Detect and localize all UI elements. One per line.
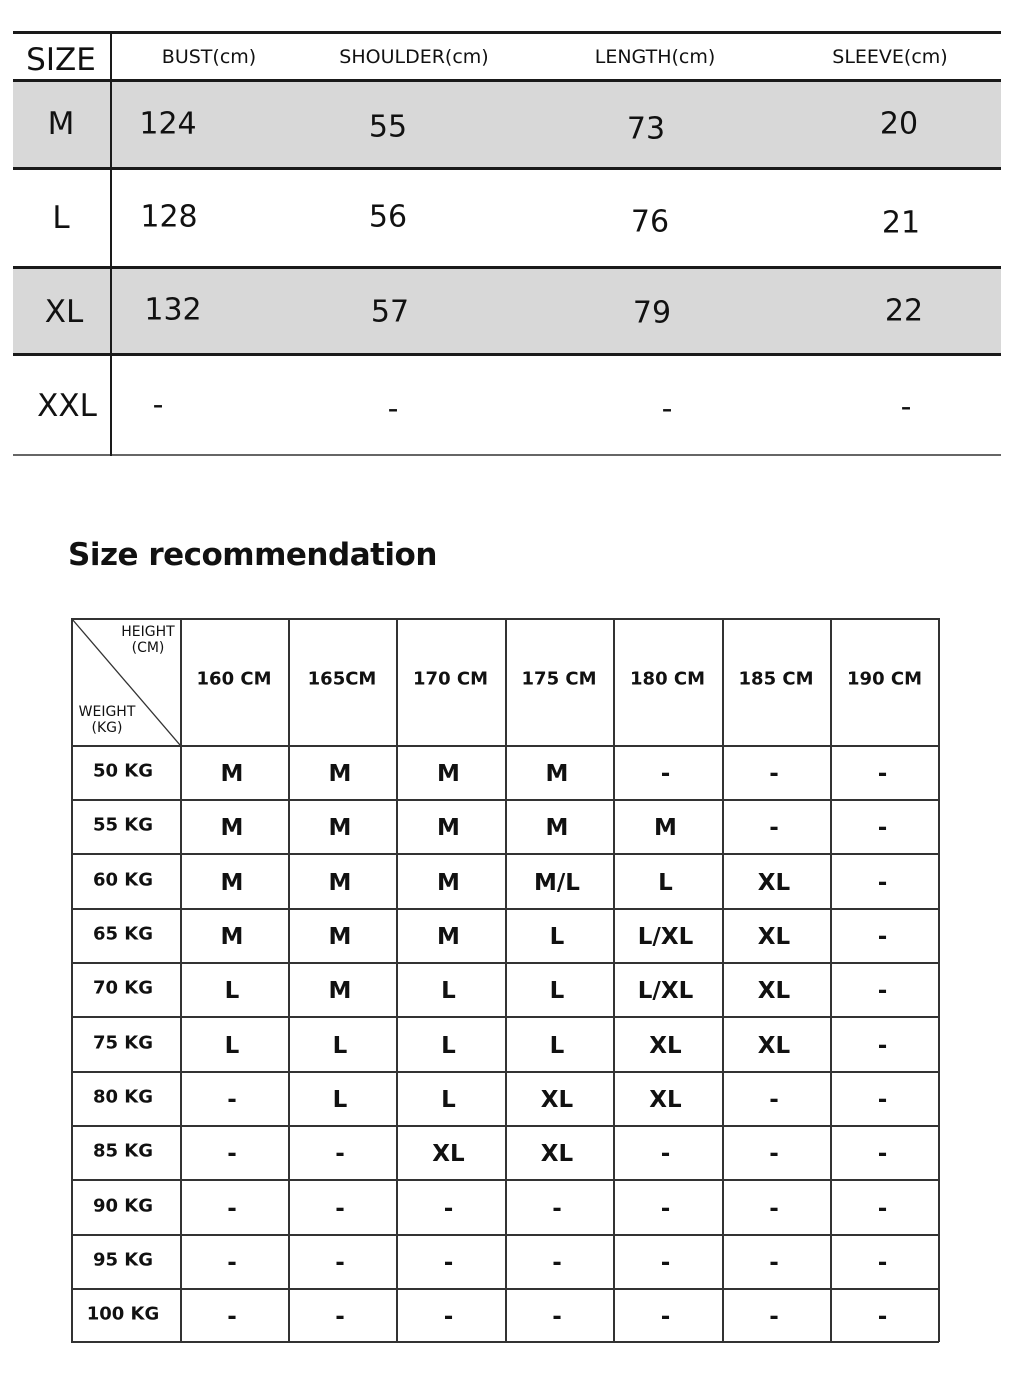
recommended-size: M bbox=[437, 761, 460, 787]
recommended-size: - bbox=[227, 1304, 237, 1330]
size-label: XL bbox=[44, 294, 84, 330]
recommended-size: L/XL bbox=[637, 924, 694, 950]
weight-header: 55 KG bbox=[92, 814, 154, 836]
recommended-size: - bbox=[660, 1195, 671, 1222]
size-measurement: - bbox=[661, 391, 673, 427]
recommended-size: L bbox=[441, 978, 456, 1004]
recommended-size: - bbox=[660, 1250, 671, 1276]
recommended-size: L bbox=[224, 978, 240, 1004]
recommended-size: - bbox=[877, 924, 888, 950]
weight-header: 70 KG bbox=[92, 977, 154, 999]
recommended-size: - bbox=[335, 1195, 345, 1222]
recommended-size: XL bbox=[540, 1141, 574, 1167]
table-divider bbox=[13, 353, 1001, 356]
recommended-size: - bbox=[769, 1141, 779, 1167]
recommended-size: XL bbox=[757, 1032, 791, 1059]
table-divider bbox=[110, 31, 112, 456]
size-table-header: SIZE bbox=[26, 42, 96, 78]
height-header: 170 CM bbox=[413, 668, 488, 690]
size-measurement: - bbox=[387, 391, 399, 427]
corner-height-label: HEIGHT (CM) bbox=[121, 624, 175, 656]
recommended-size: - bbox=[335, 1141, 345, 1167]
corner-weight-label: WEIGHT (KG) bbox=[78, 704, 136, 736]
size-recommendation-title: Size recommendation bbox=[68, 537, 437, 573]
size-measurement: - bbox=[152, 387, 164, 423]
recommended-size: XL bbox=[757, 978, 791, 1004]
weight-header: 85 KG bbox=[92, 1140, 154, 1162]
recommended-size: L bbox=[224, 1032, 240, 1059]
recommended-size: - bbox=[660, 1304, 671, 1330]
size-measurement: 76 bbox=[630, 204, 670, 240]
recommended-size: - bbox=[877, 869, 888, 896]
corner-diagonal bbox=[71, 618, 180, 745]
recommended-size: - bbox=[877, 1250, 888, 1276]
weight-header: 90 KG bbox=[92, 1195, 154, 1216]
recommended-size: - bbox=[552, 1250, 562, 1276]
height-header: 185 CM bbox=[738, 668, 814, 690]
recommended-size: M bbox=[220, 815, 244, 841]
grid-line bbox=[71, 1234, 939, 1236]
grid-line bbox=[71, 799, 939, 801]
recommended-size: - bbox=[227, 1250, 237, 1276]
recommended-size: - bbox=[769, 1087, 779, 1113]
grid-line bbox=[71, 853, 939, 855]
recommended-size: - bbox=[877, 815, 888, 841]
recommended-size: L bbox=[332, 1032, 348, 1059]
recommended-size: M/L bbox=[534, 869, 580, 896]
weight-header: 75 KG bbox=[92, 1032, 154, 1053]
recommended-size: - bbox=[443, 1250, 454, 1276]
grid-line bbox=[71, 1341, 939, 1343]
recommended-size: XL bbox=[540, 1087, 574, 1113]
size-recommendation-table bbox=[71, 618, 939, 1342]
weight-header: 65 KG bbox=[92, 923, 154, 945]
recommended-size: M bbox=[437, 924, 460, 950]
grid-line bbox=[71, 1125, 939, 1127]
size-measurement: - bbox=[900, 389, 912, 425]
size-table-header: SLEEVE(cm) bbox=[832, 46, 948, 68]
grid-line bbox=[71, 618, 939, 620]
size-measurement: 128 bbox=[140, 199, 198, 235]
recommended-size: - bbox=[769, 1195, 779, 1222]
weight-header: 95 KG bbox=[92, 1249, 154, 1271]
grid-line bbox=[71, 908, 939, 910]
grid-line bbox=[71, 1179, 939, 1181]
size-measurement: 132 bbox=[144, 292, 202, 328]
weight-header: 80 KG bbox=[92, 1086, 154, 1108]
recommended-size: L bbox=[441, 1087, 456, 1113]
table-divider bbox=[13, 79, 1001, 82]
recommended-size: - bbox=[877, 1087, 888, 1113]
size-measurement: 55 bbox=[368, 109, 408, 145]
recommended-size: L bbox=[441, 1032, 456, 1059]
height-header: 180 CM bbox=[630, 668, 705, 690]
recommended-size: M bbox=[545, 815, 569, 841]
weight-header: 50 KG bbox=[92, 760, 154, 782]
recommended-size: L bbox=[658, 869, 673, 896]
recommended-size: M bbox=[654, 815, 677, 841]
recommended-size: XL bbox=[757, 869, 791, 896]
size-table-header: SHOULDER(cm) bbox=[339, 46, 489, 68]
recommended-size: - bbox=[877, 978, 888, 1004]
size-measurement: 56 bbox=[368, 199, 408, 235]
recommended-size: - bbox=[769, 1304, 779, 1330]
recommended-size: M bbox=[328, 978, 352, 1004]
height-header: 190 CM bbox=[847, 668, 922, 690]
recommended-size: - bbox=[769, 1250, 779, 1276]
recommended-size: M bbox=[328, 924, 352, 950]
recommended-size: L bbox=[549, 1032, 565, 1059]
grid-line bbox=[71, 745, 939, 747]
recommended-size: L bbox=[332, 1087, 348, 1113]
recommended-size: XL bbox=[649, 1087, 682, 1113]
size-table-header: BUST(cm) bbox=[161, 46, 257, 68]
recommended-size: - bbox=[443, 1195, 454, 1222]
recommended-size: - bbox=[552, 1195, 562, 1222]
table-divider bbox=[13, 31, 1001, 34]
recommended-size: M bbox=[545, 761, 569, 787]
recommended-size: - bbox=[877, 1141, 888, 1167]
recommended-size: M bbox=[328, 761, 352, 787]
size-label: L bbox=[52, 200, 70, 236]
recommended-size: M bbox=[328, 869, 352, 896]
size-measurement: 124 bbox=[139, 106, 197, 142]
table-divider bbox=[13, 167, 1001, 170]
recommended-size: - bbox=[769, 815, 779, 841]
recommended-size: XL bbox=[432, 1141, 465, 1167]
recommended-size: - bbox=[552, 1304, 562, 1330]
size-measurement: 22 bbox=[884, 293, 924, 329]
recommended-size: - bbox=[227, 1087, 237, 1113]
recommended-size: L bbox=[549, 924, 565, 950]
recommended-size: XL bbox=[649, 1032, 682, 1059]
recommended-size: M bbox=[220, 869, 244, 896]
recommended-size: - bbox=[877, 1032, 888, 1059]
table-divider bbox=[13, 266, 1001, 269]
height-header: 160 CM bbox=[196, 668, 272, 690]
recommended-size: M bbox=[328, 815, 352, 841]
weight-header: 100 KG bbox=[86, 1303, 160, 1325]
recommended-size: - bbox=[335, 1250, 345, 1276]
recommended-size: - bbox=[877, 761, 888, 787]
recommended-size: - bbox=[660, 761, 671, 787]
recommended-size: - bbox=[877, 1195, 888, 1222]
height-header: 175 CM bbox=[521, 668, 597, 690]
size-chart-table bbox=[13, 31, 1001, 456]
recommended-size: - bbox=[227, 1195, 237, 1222]
recommended-size: - bbox=[443, 1304, 454, 1330]
recommended-size: M bbox=[220, 761, 244, 787]
table-divider bbox=[13, 454, 1001, 456]
recommended-size: L bbox=[549, 978, 565, 1004]
size-measurement: 79 bbox=[632, 295, 672, 331]
size-measurement: 21 bbox=[881, 205, 921, 241]
size-label: XXL bbox=[37, 388, 97, 424]
size-measurement: 57 bbox=[370, 294, 410, 330]
size-measurement: 20 bbox=[879, 106, 919, 142]
recommended-size: - bbox=[877, 1304, 888, 1330]
grid-line bbox=[71, 962, 939, 964]
size-measurement: 73 bbox=[626, 111, 666, 147]
recommended-size: - bbox=[660, 1141, 671, 1167]
height-header: 165CM bbox=[307, 668, 377, 690]
recommended-size: - bbox=[769, 761, 779, 787]
grid-line bbox=[71, 1288, 939, 1290]
grid-line bbox=[71, 1071, 939, 1073]
size-label: M bbox=[47, 106, 75, 142]
recommended-size: L/XL bbox=[637, 978, 694, 1004]
recommended-size: M bbox=[437, 869, 460, 896]
recommended-size: M bbox=[220, 924, 244, 950]
recommended-size: - bbox=[227, 1141, 237, 1167]
recommended-size: M bbox=[437, 815, 460, 841]
grid-line bbox=[71, 1016, 939, 1018]
size-table-header: LENGTH(cm) bbox=[594, 46, 716, 68]
recommended-size: XL bbox=[757, 924, 791, 950]
recommended-size: - bbox=[335, 1304, 345, 1330]
weight-header: 60 KG bbox=[92, 869, 154, 890]
